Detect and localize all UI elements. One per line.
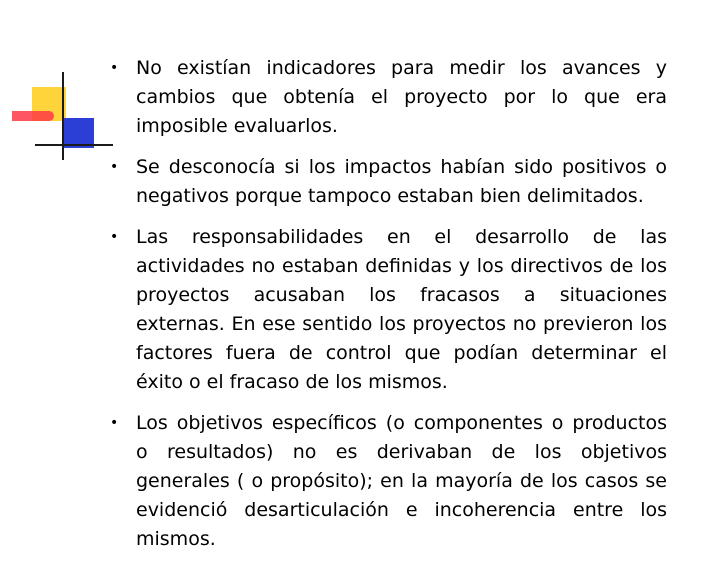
- decorative-red-bar: [12, 111, 54, 121]
- bullet-item: [108, 409, 667, 554]
- bullet-icon: •: [110, 159, 119, 175]
- bullet-text: No existían indicadores para medir los avances y cambios que obtenía el proyecto por lo que era imposible evaluarlos.: [136, 57, 667, 137]
- bullet-item: [108, 223, 667, 397]
- slide-content: [108, 54, 667, 566]
- bullet-icon: •: [110, 229, 119, 245]
- bullet-text: Los objetivos específicos (o componentes o productos o resultados) no es derivaban de los objetivos generales ( o propósito); en la mayoría de los casos se evidenció desarticulación e incoherencia entre los mismos.: [136, 412, 667, 550]
- bullet-list: [108, 54, 667, 554]
- decorative-horizontal-line: [35, 144, 113, 146]
- bullet-item: [108, 153, 667, 211]
- bullet-text: Se desconocía si los impactos habían sido positivos o negativos porque tampoco estaban bien delimitados.: [136, 156, 667, 207]
- decorative-vertical-line: [62, 72, 64, 160]
- bullet-text: Las responsabilidades en el desarrollo de las actividades no estaban definidas y los directivos de los proyectos acusaban los fracasos a situaciones externas. En ese sentido los proyectos no previeron los factores fuera de control que podían determinar el éxito o el fracaso de los mismos.: [136, 226, 667, 393]
- bullet-item: [108, 54, 667, 141]
- bullet-icon: •: [110, 60, 119, 76]
- bullet-icon: •: [110, 415, 119, 431]
